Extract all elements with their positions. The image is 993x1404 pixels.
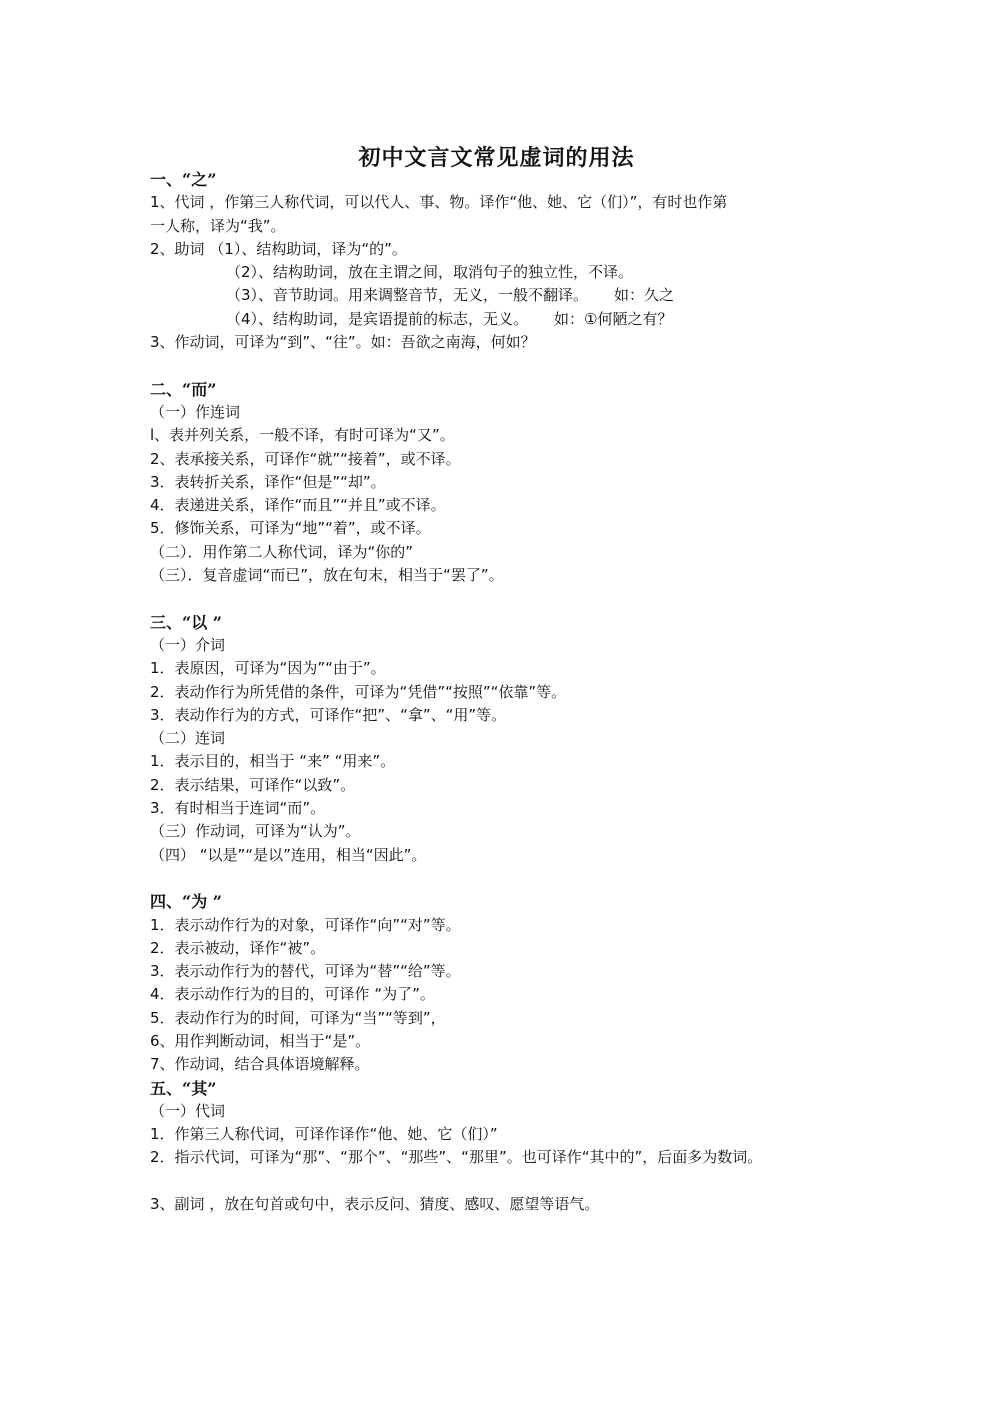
section-heading-er: 二、“而” [150,379,217,399]
text-line: （三）．复音虚词“而已”，放在句末，相当于“罢了”。 [150,566,504,585]
example-text: 如：①何陋之有？ [554,309,673,328]
text-line: 2、表承接关系，可译作“就”“接着”，或不译。 [150,449,461,468]
text-line: 3、作动词，可译为“到”、“往”。如：吾欲之南海，何如？ [150,333,536,352]
text-line: 1．表示动作行为的对象，可译作“向”“对”等。 [150,915,461,934]
example-text: 如：久之 [614,286,675,305]
text-line: 5．修饰关系，可译为“地”“着”，或不译。 [150,519,431,538]
text-line: （一）作连词 [150,402,241,421]
text-line: 4．表示动作行为的目的，可译作 “为了”。 [150,985,435,1004]
page-title: 初中文言文常见虚词的用法 [358,145,635,171]
text-line: （一）代词 [150,1101,226,1120]
text-line: （四） “以是”“是以”连用，相当“因此”。 [150,845,427,864]
text-line: 2．指示代词，可译为“那”、“那个”、“那些”、“那里”。也可译作“其中的”，后面多为数词。 [150,1148,763,1167]
text-line: 4．表递进关系，译作“而且”“并且”或不译。 [150,496,446,515]
text-line: 1．表示目的，相当于 “来” “用来”。 [150,752,396,771]
text-line: 3．表动作行为的方式，可译作“把”、“拿”、“用”等。 [150,705,507,724]
text-segment: （4）、结构助词，是宾语提前的标志，无义。 [226,309,529,328]
section-heading-wei: 四、“为 ” [150,892,222,912]
text-line [150,284,870,307]
text-line: 1．作第三人称代词，可译作译作“他、她、它（们）” [150,1125,498,1144]
section-heading-yi: 三、“以 ” [150,612,222,632]
text-line: 3．有时相当于连词“而”。 [150,799,326,818]
text-line: 5．表动作行为的时间，可译为“当”“等到”， [150,1008,446,1027]
section-heading-qi: 五、“其” [150,1078,217,1098]
text-line: 1．表原因，可译为“因为”“由于”。 [150,659,386,678]
text-line: （二）连词 [150,729,226,748]
text-line [150,308,870,331]
text-line: 6、用作判断动词，相当于“是”。 [150,1031,371,1050]
text-line: （一）介词 [150,635,226,654]
text-segment: （3）、音节助词。用来调整音节，无义，一般不翻译。 [226,286,589,305]
text-line: 2．表动作行为所凭借的条件，可译为“凭借”“按照”“依靠”等。 [150,682,567,701]
text-line: 3．表转折关系，译作“但是”“却”。 [150,472,386,491]
text-line: 一人称，译为“我”。 [150,216,286,235]
text-line: 1、代词 ，作第三人称代词，可以代人、事、物。译作“他、她、它（们）”，有时也作第 [150,193,728,212]
text-line: 2．表示被动，译作“被”。 [150,938,326,957]
document-body [150,168,870,1216]
text-line: （三）作动词，可译为“认为”。 [150,822,361,841]
text-line: 3、副词 ，放在句首或句中，表示反问、猜度、感叹、愿望等语气。 [150,1195,600,1214]
text-line: 7、作动词，结合具体语境解释。 [150,1055,370,1074]
section-heading-zhi: 一、“之” [150,170,217,189]
text-line: （2）、结构助词，放在主谓之间，取消句子的独立性，不译。 [226,263,634,282]
text-line: 3．表示动作行为的替代，可译为“替”“给”等。 [150,962,461,981]
text-line: 2．表示结果，可译作“以致”。 [150,775,356,794]
text-line: 2、助词 （1）、结构助词，译为“的”。 [150,239,407,258]
text-line: （二）．用作第二人称代词，译为“你的” [150,542,414,561]
text-line: l、表并列关系，一般不译，有时可译为“又”。 [150,426,455,445]
